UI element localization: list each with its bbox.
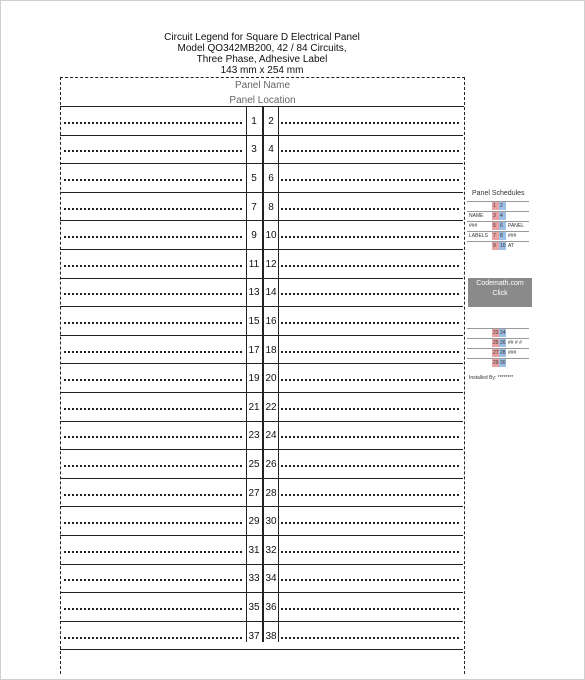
- thumbnail-installed-by: Installed By: ********: [469, 375, 514, 381]
- overlay-click: Click: [492, 290, 508, 297]
- right-writing-line: [281, 179, 459, 181]
- right-writing-line: [281, 436, 459, 438]
- circuit-number-even: 6: [264, 173, 278, 185]
- circuit-number-even: 10: [265, 230, 277, 241]
- left-writing-line: [64, 408, 242, 410]
- left-writing-line: [64, 608, 242, 610]
- thumbnail-row: [467, 348, 529, 358]
- circuit-number-even: 16: [265, 316, 277, 327]
- thumbnail-cell-right: PANEL: [508, 223, 525, 229]
- row-separator: [60, 249, 463, 250]
- right-writing-line: [281, 208, 459, 210]
- circuit-number-even: 18: [265, 345, 277, 356]
- circuit-number-even: 30: [265, 516, 277, 527]
- thumbnail-cell-n2: 8: [500, 233, 503, 239]
- circuit-number-odd: 21: [248, 402, 260, 413]
- row-separator: [60, 335, 463, 336]
- thumbnail-row: [467, 358, 529, 368]
- left-writing-line: [64, 351, 242, 353]
- panel-name-label: Panel Name: [234, 80, 291, 91]
- circuit-number-odd: 11: [248, 259, 260, 270]
- title-line-4: 143 mm x 254 mm: [220, 65, 304, 76]
- circuit-number-even: 12: [265, 259, 277, 270]
- circuit-number-even: 14: [265, 287, 277, 298]
- thumbnail-heading: Panel Schedules: [472, 190, 525, 197]
- thumbnail-row: [467, 328, 529, 338]
- thumbnail-cell-n2: 6: [500, 223, 503, 229]
- thumbnail-cell-n1: 27: [493, 350, 499, 356]
- right-writing-line: [281, 522, 459, 524]
- row-separator: [60, 106, 463, 107]
- watermark-overlay[interactable]: [468, 278, 532, 307]
- thumbnail-cell-left: LABELS: [469, 233, 488, 239]
- right-writing-line: [281, 236, 459, 238]
- circuit-number-odd: 7: [247, 202, 261, 214]
- circuit-number-odd: 3: [247, 144, 261, 156]
- circuit-number-odd: 1: [247, 116, 261, 128]
- circuit-number-odd: 17: [248, 345, 260, 356]
- thumbnail-cell-n2: 2: [500, 203, 503, 209]
- right-writing-line: [281, 465, 459, 467]
- circuit-number-even: 2: [264, 116, 278, 128]
- row-separator: [60, 421, 463, 422]
- right-writing-line: [281, 637, 459, 639]
- row-separator: [60, 649, 463, 650]
- thumbnail-cell-n1: 29: [493, 360, 499, 366]
- thumbnail-cell-n2: 4: [500, 213, 503, 219]
- thumbnail-cell-n2: 10: [500, 243, 506, 249]
- circuit-number-odd: 19: [248, 373, 260, 384]
- title-line-2: Model QO342MB200, 42 / 84 Circuits,: [177, 43, 347, 54]
- left-writing-line: [64, 465, 242, 467]
- row-separator: [60, 621, 463, 622]
- circuit-number-even: 24: [265, 430, 277, 441]
- overlay-site: Codemath.com: [476, 280, 524, 287]
- circuit-number-odd: 31: [248, 545, 260, 556]
- right-writing-line: [281, 408, 459, 410]
- row-separator: [60, 163, 463, 164]
- thumbnail-row: [467, 211, 529, 221]
- thumbnail-cell-n1: 23: [493, 330, 499, 336]
- left-writing-line: [64, 436, 242, 438]
- circuit-number-even: 38: [265, 631, 277, 642]
- circuit-number-even: 4: [264, 144, 278, 156]
- right-writing-line: [281, 608, 459, 610]
- right-writing-line: [281, 551, 459, 553]
- thumbnail-row: [467, 231, 529, 241]
- thumbnail-cell-n2: 24: [500, 330, 506, 336]
- thumbnail-cell-left: NAME: [469, 213, 484, 219]
- right-writing-line: [281, 494, 459, 496]
- thumbnail-cell-right: ## # #: [508, 340, 522, 346]
- thumbnail-cell-n1: 3: [493, 213, 496, 219]
- left-writing-line: [64, 379, 242, 381]
- title-line-1: Circuit Legend for Square D Electrical Panel: [164, 32, 360, 43]
- thumbnail-row: [467, 221, 529, 231]
- document-title: [130, 32, 394, 76]
- thumbnail-row: [467, 201, 529, 211]
- right-writing-line: [281, 122, 459, 124]
- left-writing-line: [64, 179, 242, 181]
- row-separator: [60, 535, 463, 536]
- row-separator: [60, 306, 463, 307]
- thumbnail-row: [467, 241, 529, 251]
- left-writing-line: [64, 579, 242, 581]
- circuit-number-odd: 37: [248, 631, 260, 642]
- right-writing-line: [281, 351, 459, 353]
- thumbnail-cell-n1: 25: [493, 340, 499, 346]
- circuit-number-even: 34: [265, 573, 277, 584]
- right-writing-line: [281, 379, 459, 381]
- row-separator: [60, 135, 463, 136]
- left-writing-line: [64, 322, 242, 324]
- circuit-number-even: 28: [265, 488, 277, 499]
- right-writing-line: [281, 293, 459, 295]
- circuit-number-even: 26: [265, 459, 277, 470]
- thumbnail-cell-right: ###: [508, 233, 517, 239]
- right-writing-line: [281, 322, 459, 324]
- circuit-number-odd: 23: [248, 430, 260, 441]
- circuit-number-odd: 13: [248, 287, 260, 298]
- left-writing-line: [64, 236, 242, 238]
- circuit-number-odd: 29: [248, 516, 260, 527]
- left-writing-line: [64, 293, 242, 295]
- circuit-number-even: 32: [265, 545, 277, 556]
- thumbnail-cell-left: ###: [469, 223, 478, 229]
- thumbnail-cell-right: ###: [508, 350, 517, 356]
- title-line-3: Three Phase, Adhesive Label: [196, 54, 328, 65]
- thumbnail-cell-n1: 9: [493, 243, 496, 249]
- left-writing-line: [64, 637, 242, 639]
- row-separator: [60, 192, 463, 193]
- row-separator: [60, 506, 463, 507]
- thumbnail-cell-n2: 28: [500, 350, 506, 356]
- circuit-number-even: 22: [265, 402, 277, 413]
- left-writing-line: [64, 265, 242, 267]
- left-writing-line: [64, 494, 242, 496]
- thumbnail-cell-n2: 26: [500, 340, 506, 346]
- panel-location-label: Panel Location: [229, 95, 296, 106]
- circuit-number-odd: 27: [248, 488, 260, 499]
- circuit-number-even: 8: [264, 202, 278, 214]
- thumbnail-cell-n1: 5: [493, 223, 496, 229]
- circuit-number-odd: 35: [248, 602, 260, 613]
- left-writing-line: [64, 522, 242, 524]
- circuit-number-odd: 5: [247, 173, 261, 185]
- circuit-number-even: 20: [265, 373, 277, 384]
- left-writing-line: [64, 122, 242, 124]
- row-separator: [60, 478, 463, 479]
- row-separator: [60, 278, 463, 279]
- right-writing-line: [281, 150, 459, 152]
- left-writing-line: [64, 208, 242, 210]
- thumbnail-cell-n1: 1: [493, 203, 496, 209]
- row-separator: [60, 392, 463, 393]
- thumbnail-row: [467, 338, 529, 348]
- row-separator: [60, 564, 463, 565]
- left-writing-line: [64, 551, 242, 553]
- circuit-number-odd: 9: [247, 230, 261, 242]
- right-writing-line: [281, 265, 459, 267]
- thumbnail-cell-n2: 30: [500, 360, 506, 366]
- left-writing-line: [64, 150, 242, 152]
- circuit-number-odd: 15: [248, 316, 260, 327]
- row-separator: [60, 449, 463, 450]
- circuit-number-odd: 25: [248, 459, 260, 470]
- row-separator: [60, 592, 463, 593]
- thumbnail-cell-n1: 7: [493, 233, 496, 239]
- row-separator: [60, 363, 463, 364]
- circuit-number-odd: 33: [248, 573, 260, 584]
- row-separator: [60, 220, 463, 221]
- circuit-number-even: 36: [265, 602, 277, 613]
- right-writing-line: [281, 579, 459, 581]
- thumbnail-cell-right: AT: [508, 243, 515, 249]
